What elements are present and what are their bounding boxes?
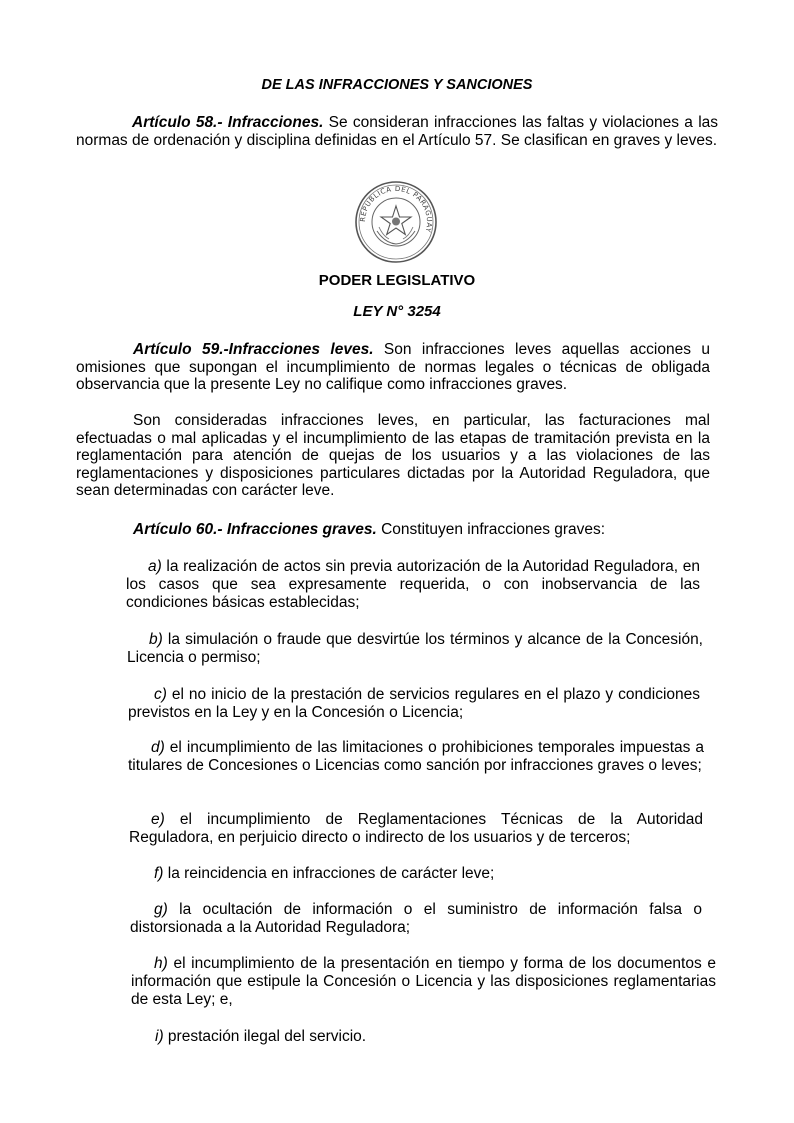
article-60-heading: Artículo 60.- Infracciones graves.	[133, 521, 377, 538]
article-59-paragraph-2: Son consideradas infracciones leves, en particular, las facturaciones mal efectuadas o mal aplicadas y el incumplimiento de las etapas de tramitación prevista en la reglamentación para atención de quejas de los usuarios y a las violaciones de las reglamentaciones y disposiciones particulares dictadas por la Autoridad Reguladora, que sean determinadas con carácter leve.	[76, 412, 710, 499]
list-item: g) la ocultación de información o el suministro de información falsa o distorsionada a la Autoridad Reguladora;	[130, 901, 702, 936]
list-item: d) el incumplimiento de las limitaciones o prohibiciones temporales impuestas a titulares de Concesiones o Licencias como sanción por infracciones graves o leves;	[128, 739, 704, 774]
list-item: c) el no inicio de la prestación de servicios regulares en el plazo y condiciones previstos en la Ley y en la Concesión o Licencia;	[128, 686, 700, 721]
article-60-text: Constituyen infracciones graves:	[376, 521, 606, 538]
list-item: f) la reincidencia en infracciones de carácter leve;	[154, 865, 495, 882]
section-title: DE LAS INFRACCIONES Y SANCIONES	[261, 77, 533, 93]
seal-icon	[355, 181, 437, 263]
list-item: e) el incumplimiento de Reglamentaciones Técnicas de la Autoridad Reguladora, en perjuicio directo o indirecto de los usuarios y de terceros;	[129, 811, 703, 846]
law-number: LEY N° 3254	[353, 303, 441, 320]
article-60-intro	[133, 521, 733, 539]
list-item: h) el incumplimiento de la presentación en tiempo y forma de los documentos e información que estipule la Concesión o Licencia y las disposiciones reglamentarias de esta Ley; e,	[131, 955, 716, 1008]
article-59-text: Son infracciones leves aquellas acciones u omisiones que supongan el incumplimiento de normas legales o técnicas de obligada observancia que la presente Ley no califique como infracciones graves.	[76, 341, 710, 393]
article-58	[76, 114, 718, 149]
article-58-heading: Artículo 58.- Infracciones.	[132, 114, 324, 131]
article-59	[76, 341, 710, 394]
article-59-heading: Artículo 59.-Infracciones leves.	[133, 341, 374, 358]
svg-text:REPUBLICA DEL PARAGUAY: REPUBLICA DEL PARAGUAY	[358, 184, 434, 234]
institution-name: PODER LEGISLATIVO	[318, 272, 476, 289]
list-item: b) la simulación o fraude que desvirtúe los términos y alcance de la Concesión, Licencia o permiso;	[127, 631, 703, 666]
list-item: a) la realización de actos sin previa autorización de la Autoridad Reguladora, en los casos que sea expresamente requerida, o con inobservancia de las condiciones básicas establecidas;	[126, 558, 700, 611]
article-58-text: Se consideran infracciones las faltas y violaciones a las normas de ordenación y disciplina definidas en el Artículo 57. Se clasifican en graves y leves.	[76, 114, 719, 149]
list-item: i) prestación ilegal del servicio.	[155, 1028, 367, 1045]
